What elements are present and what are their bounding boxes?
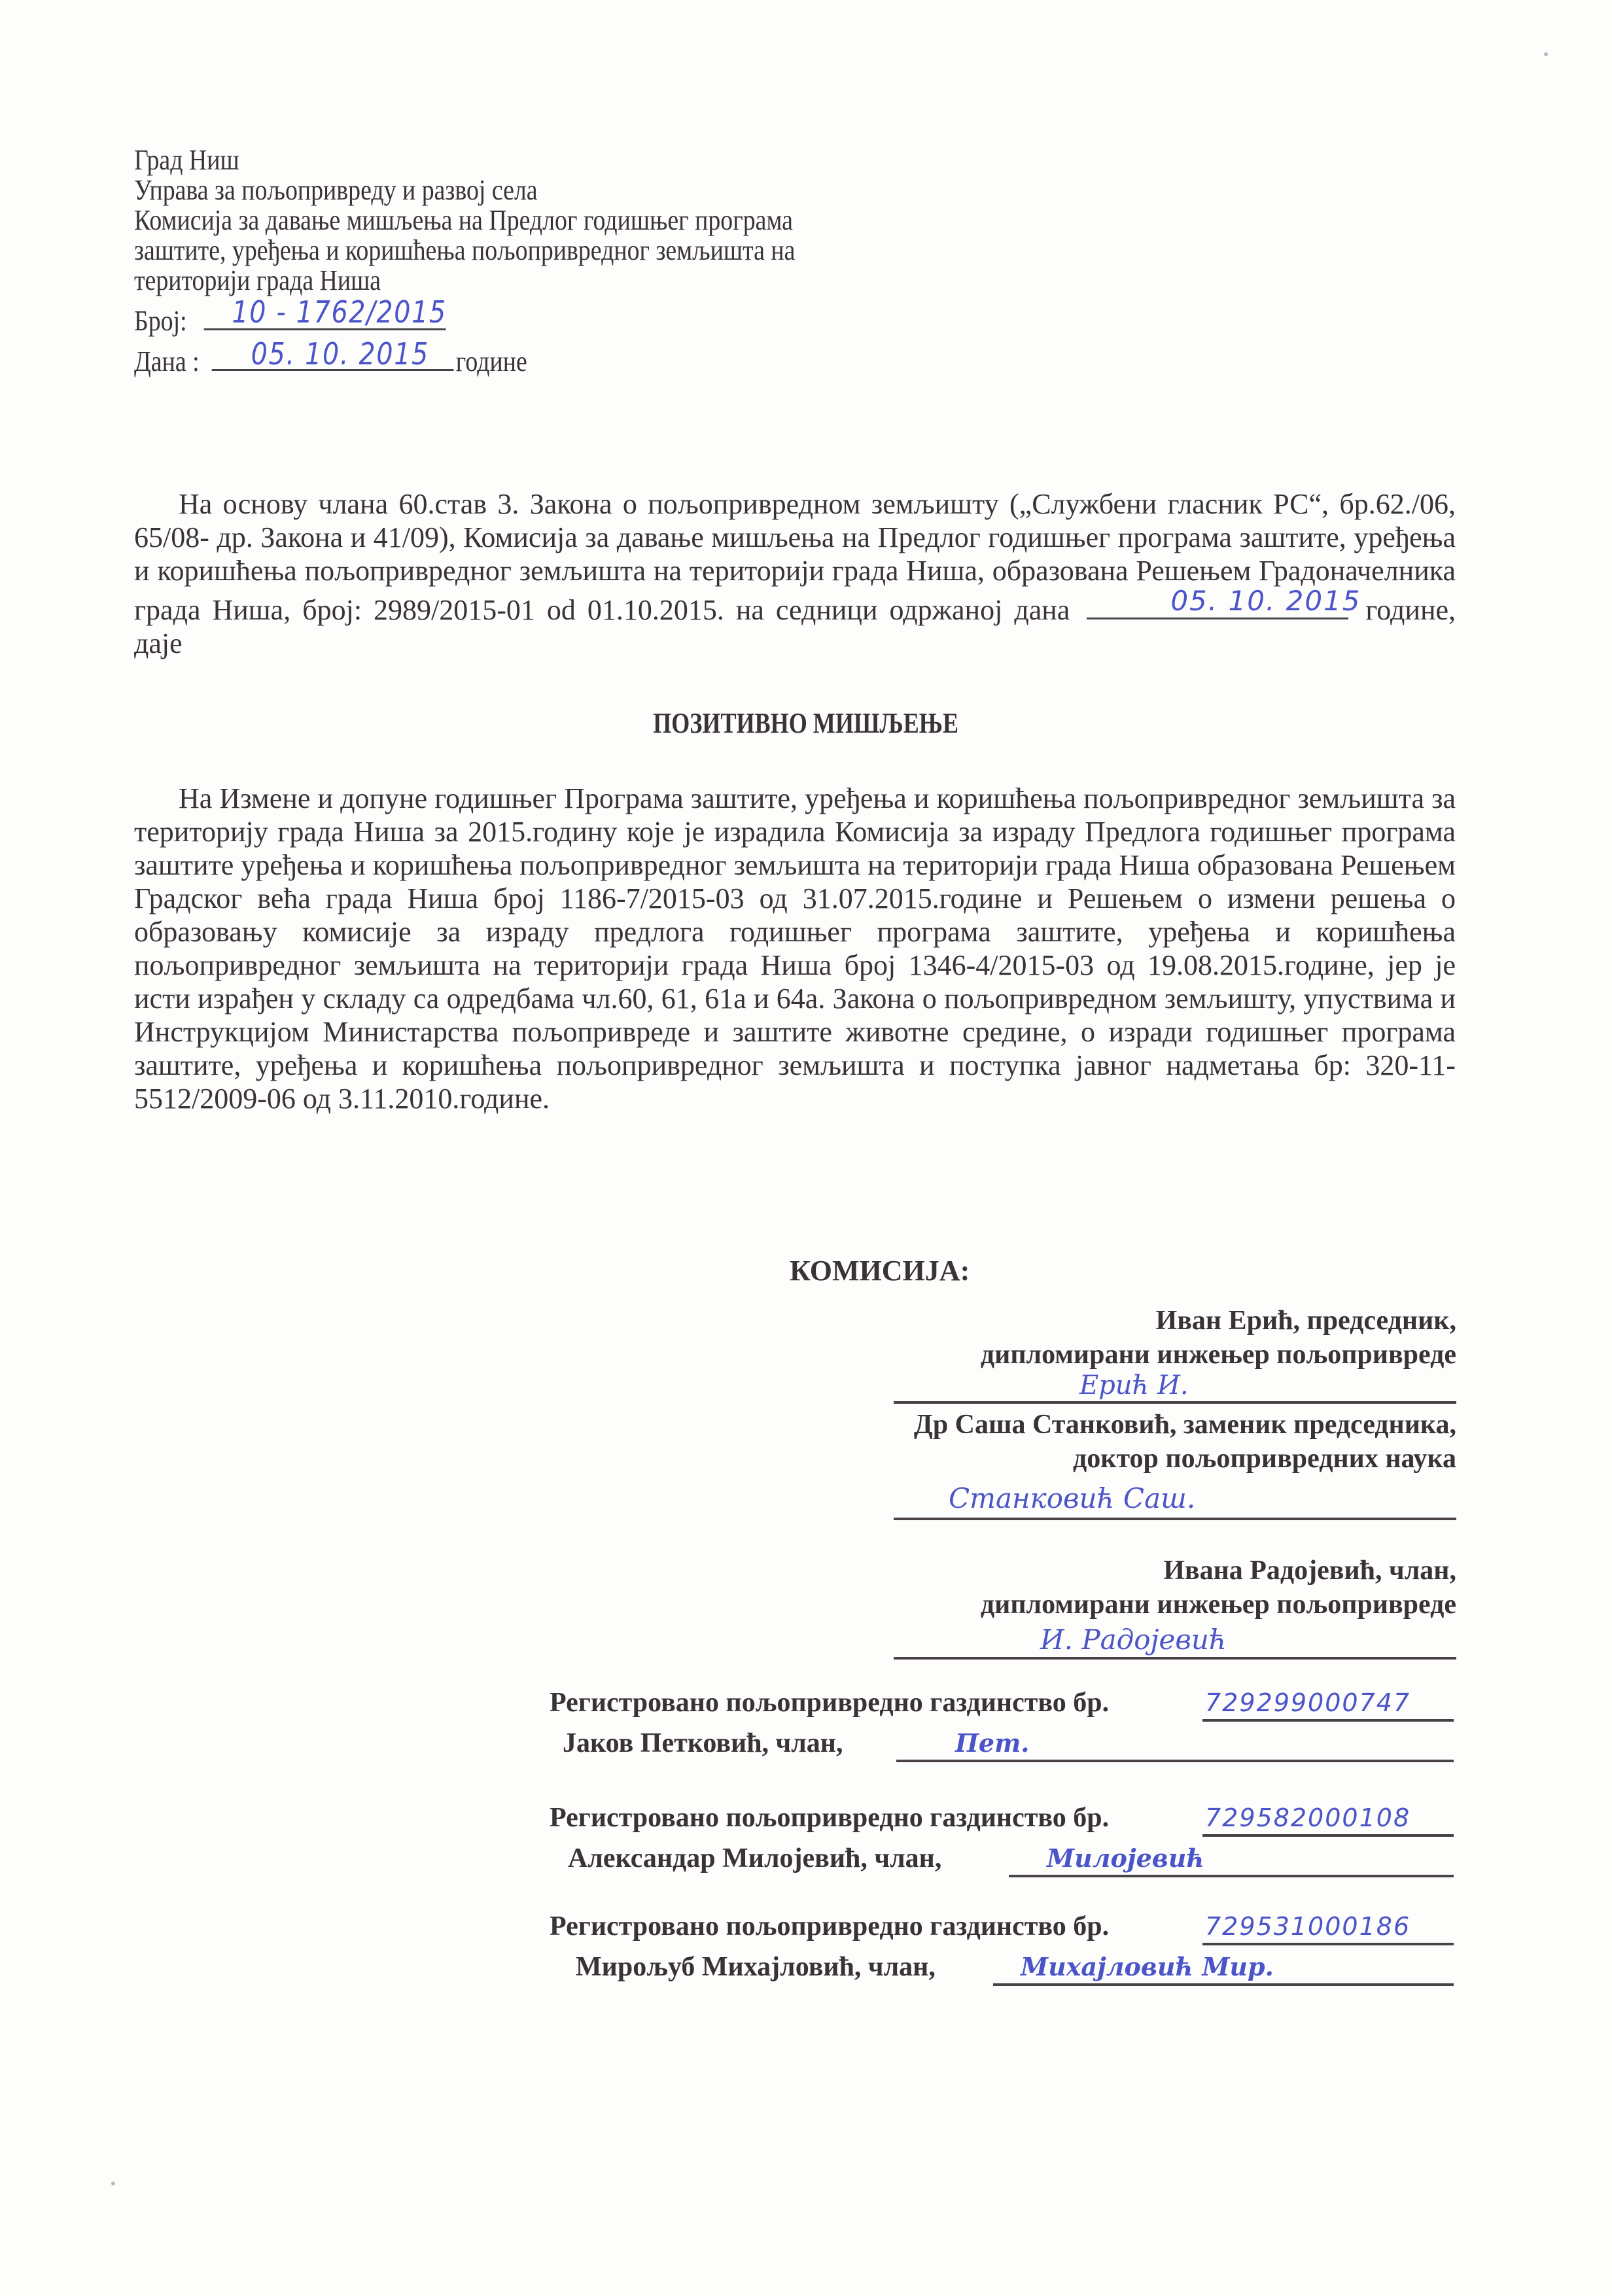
signature-image: Ерић И.	[1079, 1370, 1189, 1400]
scan-speck	[1544, 52, 1548, 56]
header-department: Управа за пољопривреду и развој села	[134, 174, 538, 206]
farm-number-line	[1202, 1943, 1454, 1945]
member-name: Јаков Петковић, члан,	[563, 1728, 843, 1758]
document-number-value: 10 - 1762/2015	[232, 294, 447, 330]
farm-number-line	[1202, 1834, 1454, 1837]
meeting-date-field	[1087, 585, 1361, 619]
commission-member	[981, 1554, 1456, 1622]
farm-number: 729299000747	[1205, 1688, 1411, 1717]
farm-label: Регистровано пољопривредно газдинство бр.	[550, 1911, 1110, 1941]
member-title: дипломирани инжењер пољопривреде	[980, 1590, 1456, 1620]
signature-line	[896, 1760, 1454, 1762]
signature-line	[894, 1401, 1456, 1404]
opinion-text: На Измене и допуне годишњег Програма заштите, уређења и коришћења пољопривредног земљишта за територију града Ниша за 2015.годину које је израдила Комисија за израду Предлога годишњег програма заштите уређења и коришћења пољопривредног земљишта на територији града Ниша образована Решењем Градског већа града Ниша број 1186-7/2015-03 од 31.07.2015.године и Решењем о измени решења о образовању комисије за израду предлога годишњег програма заштите, уређења и коришћења пољопривредног земљишта на територији града Ниша број 1346-4/2015-03 од 19.08.2015.године, јер је исти израђен у складу са одредбама чл.60, 61, 61а и 64а. Закона о пољопривредном земљишту, упуствима и Инструкцијом Министарства пољопривреде и заштите животне средине, о изради годишњег програма заштите, уређења и коришћења пољопривредног земљишта и поступка јавног надметања бр: 320-11-5512/2009-06 од 3.11.2010.године.	[134, 782, 1456, 1115]
document-number-row	[134, 296, 795, 336]
farm-member	[0, 1910, 1612, 2008]
signature-line	[894, 1518, 1456, 1520]
member-name: Ивана Радојевић, члан,	[1163, 1556, 1456, 1586]
document-date-value: 05. 10. 2015	[251, 336, 430, 372]
meeting-date-value: 05. 10. 2015	[1170, 585, 1361, 617]
commission-member	[914, 1408, 1456, 1476]
document-number-label: Број:	[134, 305, 187, 337]
signature-image: Пет.	[955, 1728, 1030, 1758]
member-name: Иван Ерић, председник,	[1155, 1306, 1456, 1336]
document-date-field	[212, 336, 454, 371]
member-name: Др Саша Станковић, заменик председника,	[913, 1410, 1456, 1440]
document-title	[0, 706, 1612, 740]
signature-line	[894, 1657, 1456, 1660]
opinion-paragraph	[134, 782, 1456, 1115]
member-name: Мирољуб Михајловић, члан,	[576, 1952, 936, 1982]
signature-image: Михајловић Мир.	[1021, 1952, 1274, 1981]
farm-member	[0, 1686, 1612, 1784]
farm-label: Регистровано пољопривредно газдинство бр.	[550, 1688, 1110, 1718]
document-title-text: ПОЗИТИВНО МИШЉЕЊЕ	[653, 707, 959, 739]
member-title: доктор пољопривредних наука	[1073, 1444, 1456, 1474]
header-city: Град Ниш	[134, 144, 239, 176]
commission-label: КОМИСИЈА:	[790, 1255, 970, 1287]
document-date-suffix: године	[455, 345, 527, 377]
header-commission-line-3: територији града Ниша	[134, 264, 381, 296]
scan-speck	[111, 2182, 115, 2185]
signature-line	[993, 1983, 1454, 1986]
signature-image: И. Радојевић	[1040, 1624, 1227, 1656]
farm-number: 729531000186	[1205, 1912, 1411, 1941]
document-date-label: Дана :	[134, 345, 200, 377]
document-number-field	[203, 296, 446, 330]
member-name: Александар Милојевић, члан,	[568, 1843, 942, 1873]
document-header	[134, 145, 903, 377]
signature-image: Милојевић	[1047, 1843, 1204, 1873]
intro-text: На основу члана 60.став 3. Закона о пољопривредном земљишту („Службени гласник РС“, бр.62./06, 65/08- др. Закона и 41/09), Комисија за давање мишљења на Предлог годишњег програма заштите, уређења и коришћења пољопривредног земљишта на територији града Ниша, образована Решењем Градоначелника града Ниша, број: 2989/2015-01 od 01.10.2015. на седници одржаној дана	[134, 488, 1456, 626]
signature-line	[1009, 1875, 1454, 1877]
member-title: дипломирани инжењер пољопривреде	[980, 1340, 1456, 1370]
farm-label: Регистровано пољопривредно газдинство бр.	[550, 1803, 1110, 1833]
signature-image: Станковић Саш.	[949, 1482, 1196, 1514]
intro-paragraph	[134, 487, 1456, 660]
farm-number-line	[1202, 1719, 1454, 1722]
farm-member	[0, 1801, 1612, 1900]
farm-number: 729582000108	[1205, 1803, 1411, 1832]
document-date-row	[134, 336, 795, 377]
header-commission-line-1: Комисија за давање мишљења на Предлог годишњег програма	[134, 204, 793, 236]
commission-member	[981, 1304, 1456, 1372]
header-commission-line-2: заштите, уређења и коришћења пољопривредног земљишта на	[134, 234, 796, 266]
intro-text-end: године, даје	[134, 594, 1456, 659]
